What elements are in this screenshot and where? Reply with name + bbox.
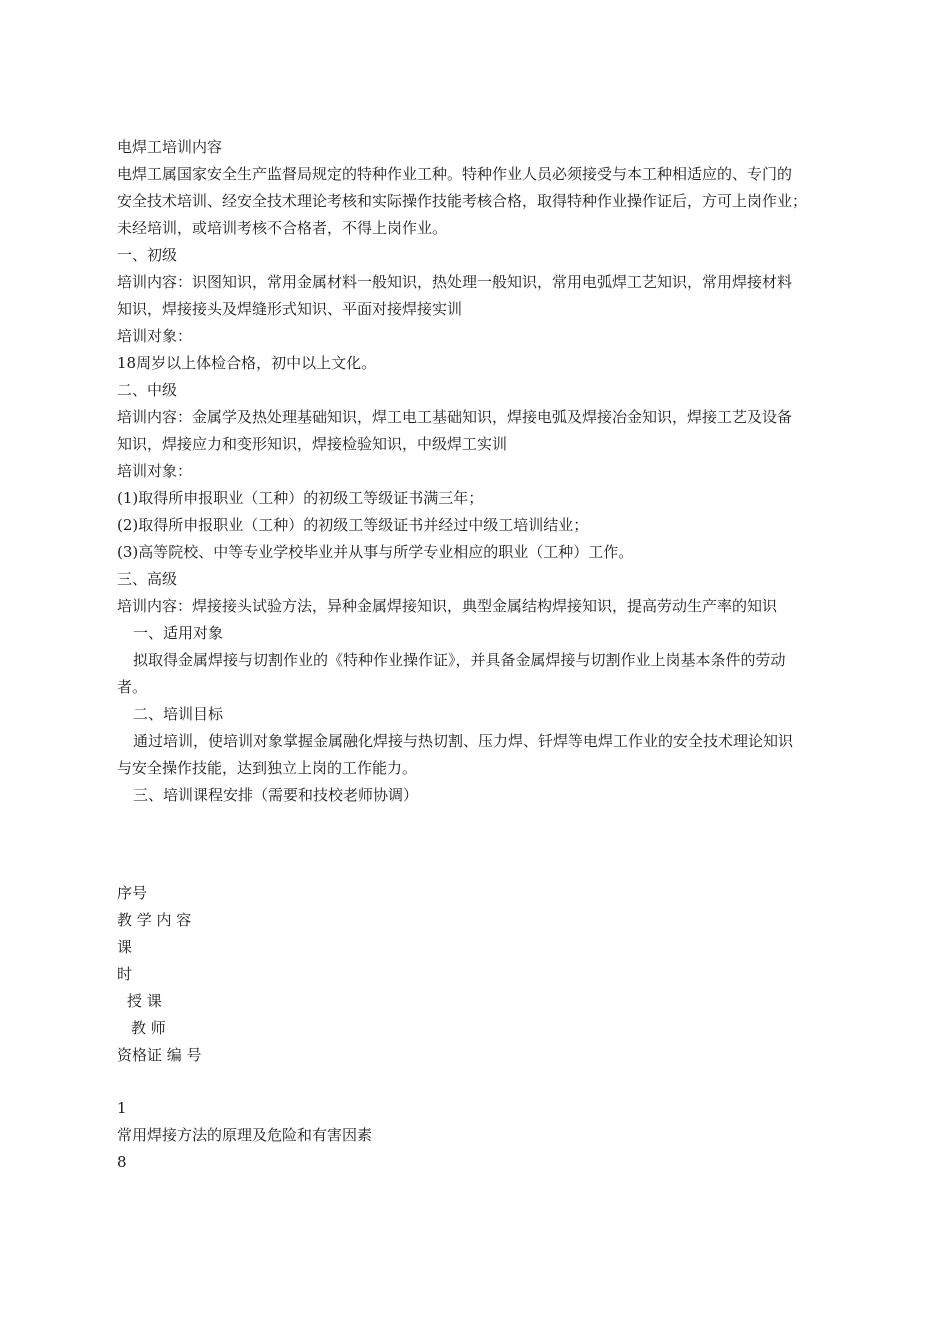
applicable-text-line-1: 拟取得金属焊接与切割作业的《特种作业操作证》，并具备金属焊接与切割作业上岗基本条件的劳动 xyxy=(133,651,786,669)
intro-line-3: 未经培训，或培训考核不合格者，不得上岗作业。 xyxy=(117,219,448,237)
intermediate-target-label: 培训对象： xyxy=(117,462,193,480)
goal-text-line-2: 与安全操作技能，达到独立上岗的工作能力。 xyxy=(117,759,418,777)
table-header-content: 教 学 内 容 xyxy=(117,911,192,929)
row-1-seq: 1 xyxy=(117,1099,127,1117)
junior-content-line-2: 知识，焊接接头及焊缝形式知识、平面对接焊接实训 xyxy=(117,300,463,318)
junior-content-line-1: 培训内容：识图知识，常用金属材料一般知识，热处理一般知识，常用电弧焊工艺知识，常用焊接材料 xyxy=(117,273,793,291)
intermediate-target-3: (3)高等院校、中等专业学校毕业并从事与所学专业相应的职业（工种）工作。 xyxy=(117,543,634,561)
table-header-teacher-1: 授 课 xyxy=(127,992,162,1010)
intermediate-target-2: (2)取得所申报职业（工种）的初级工等级证书并经过中级工培训结业； xyxy=(117,516,589,534)
goal-text-line-1: 通过培训，使培训对象掌握金属融化焊接与热切割、压力焊、钎焊等电焊工作业的安全技术理论知识 xyxy=(133,732,794,750)
applicable-heading: 一、适用对象 xyxy=(133,624,224,642)
junior-target-label: 培训对象： xyxy=(117,327,193,345)
table-header-teacher-2: 教 师 xyxy=(131,1019,166,1037)
intro-line-2: 安全技术培训、经安全技术理论考核和实际操作技能考核合格，取得特种作业操作证后，方可上岗作业； xyxy=(117,192,808,210)
intermediate-target-1: (1)取得所申报职业（工种）的初级工等级证书满三年； xyxy=(117,489,484,507)
intro-line-1: 电焊工属国家安全生产监督局规定的特种作业工种。特种作业人员必须接受与本工种相适应的、专门的 xyxy=(117,165,793,183)
intermediate-content-line-2: 知识，焊接应力和变形知识，焊接检验知识，中级焊工实训 xyxy=(117,435,508,453)
intermediate-heading: 二、中级 xyxy=(117,381,178,399)
senior-content: 培训内容：焊接接头试验方法，异种金属焊接知识，典型金属结构焊接知识，提高劳动生产率的知识 xyxy=(117,597,778,615)
goal-heading: 二、培训目标 xyxy=(133,705,224,723)
senior-heading: 三、高级 xyxy=(117,570,178,588)
table-header-cert: 资格证 编 号 xyxy=(117,1046,202,1064)
junior-target: 18周岁以上体检合格，初中以上文化。 xyxy=(117,354,377,372)
table-header-seq: 序号 xyxy=(117,884,148,902)
document-title: 电焊工培训内容 xyxy=(117,138,223,156)
table-header-hours-1: 课 xyxy=(117,938,133,956)
row-1-content: 常用焊接方法的原理及危险和有害因素 xyxy=(117,1126,373,1144)
applicable-text-line-2: 者。 xyxy=(117,678,148,696)
table-header-hours-2: 时 xyxy=(117,965,133,983)
schedule-heading: 三、培训课程安排（需要和技校老师协调） xyxy=(133,786,419,804)
intermediate-content-line-1: 培训内容：金属学及热处理基础知识，焊工电工基础知识，焊接电弧及焊接冶金知识，焊接工艺及设备 xyxy=(117,408,793,426)
row-1-hours: 8 xyxy=(117,1153,127,1171)
junior-heading: 一、初级 xyxy=(117,246,178,264)
